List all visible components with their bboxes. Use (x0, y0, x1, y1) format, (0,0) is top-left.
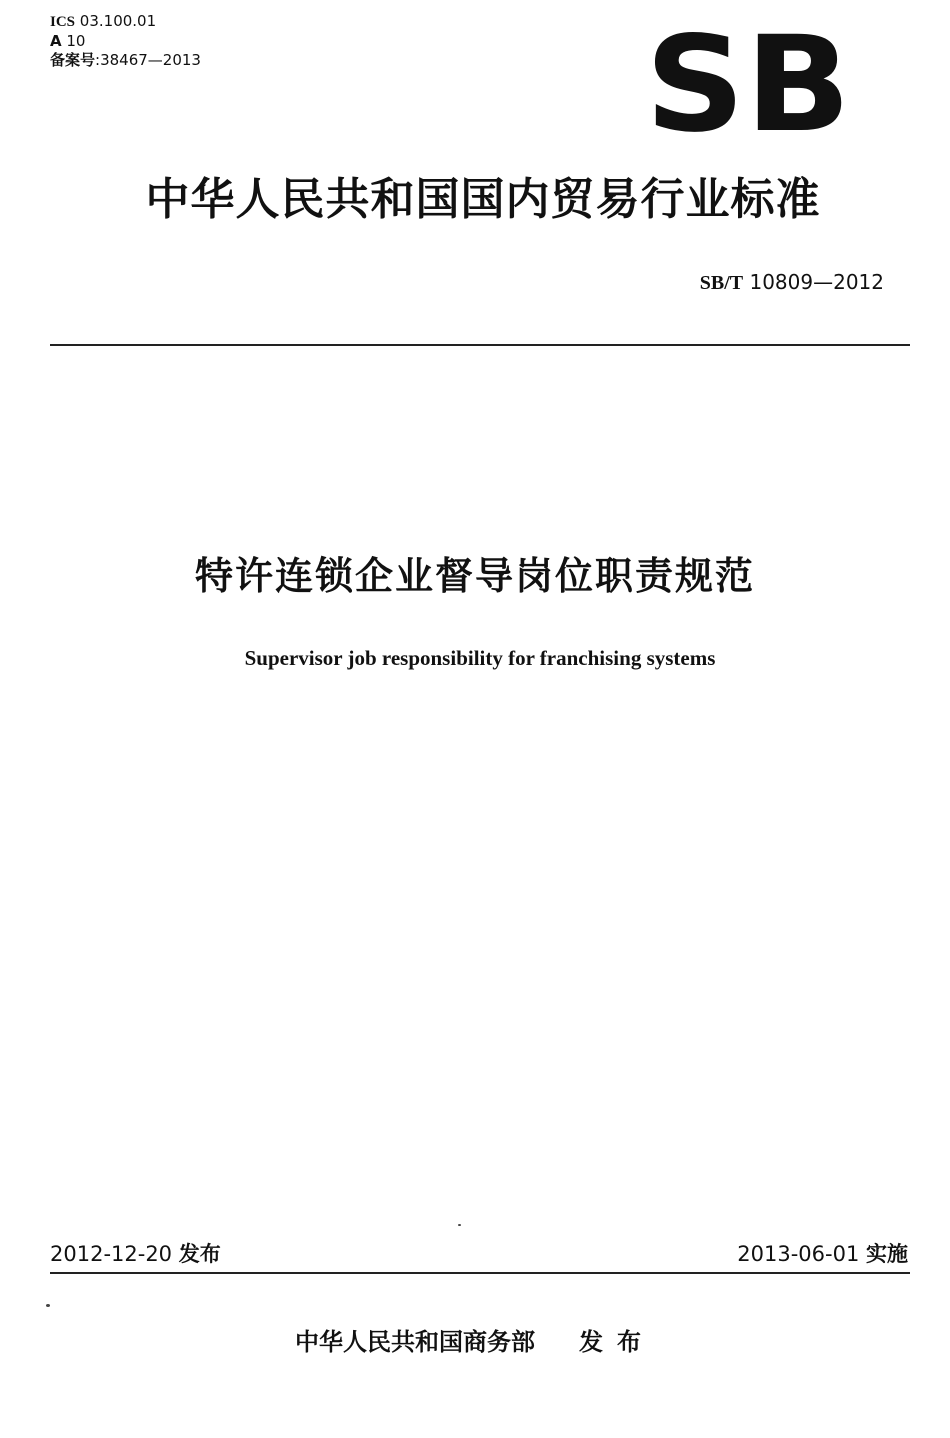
category-number: 10 (66, 32, 86, 50)
bottom-divider (50, 1272, 910, 1274)
record-label: 备案号 (50, 51, 96, 69)
document-title-en: Supervisor job responsibility for franchising systems (244, 646, 716, 670)
record-line (50, 51, 201, 70)
standard-prefix: SB/T (699, 272, 744, 294)
category-line (50, 32, 201, 51)
issue-label: 发布 (178, 1242, 221, 1266)
publisher-verb: 发布 (579, 1328, 655, 1356)
implement-date-block (737, 1238, 908, 1268)
dates-row (50, 1236, 910, 1268)
standard-code: 10809—2012 (749, 270, 884, 294)
publisher-line (0, 1322, 950, 1357)
publisher-name: 中华人民共和国商务部 (295, 1328, 535, 1356)
sb-logo (642, 20, 854, 138)
ics-label: ICS (50, 14, 76, 30)
top-divider (50, 344, 910, 346)
agency-title: 中华人民共和国国内贸易行业标准 (145, 174, 821, 225)
scan-speck (458, 1224, 461, 1226)
category-letter: A (50, 32, 62, 50)
implement-label: 实施 (866, 1242, 908, 1266)
classification-block (50, 12, 201, 70)
standard-number (700, 270, 884, 295)
issue-date: 2012-12-20 (50, 1242, 173, 1266)
issue-date-block (50, 1238, 221, 1268)
scan-speck (46, 1304, 50, 1307)
record-number: :38467—2013 (95, 51, 201, 69)
ics-code: 03.100.01 (79, 12, 157, 30)
implement-date: 2013-06-01 (737, 1242, 860, 1266)
document-title-cn: 特许连锁企业督导岗位职责规范 (194, 554, 755, 598)
ics-line (50, 12, 201, 32)
sb-logo-text: SB (645, 20, 851, 138)
